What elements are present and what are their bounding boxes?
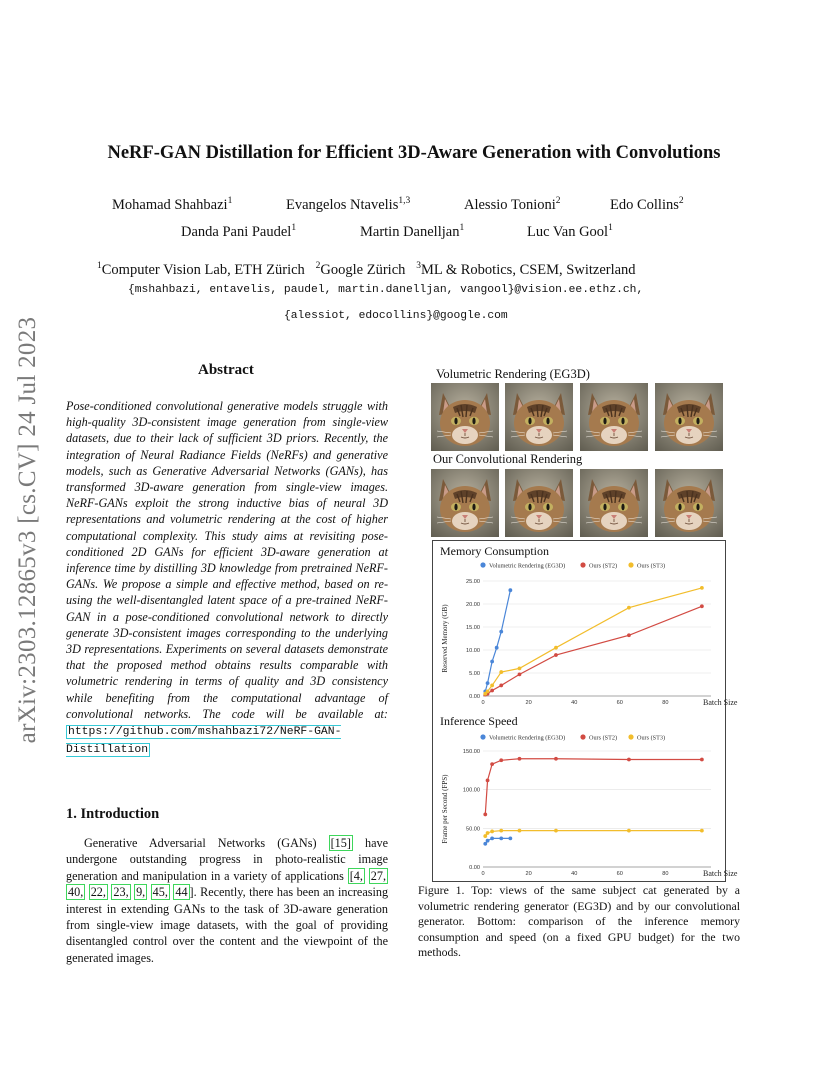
data-point xyxy=(627,829,631,833)
data-point xyxy=(518,829,522,833)
email-line: {alessiot, edocollins}@google.com xyxy=(284,310,508,322)
author: Edo Collins$^2$ xyxy=(610,196,684,213)
legend-marker xyxy=(480,562,485,567)
y-tick-label: 20.00 xyxy=(466,602,480,608)
intro-paragraph: Generative Adversarial Networks (GANs) [15] have undergone outstanding progress in photo-realistic image generation and manipulation in a variety of applications [4, 27, 40, 22, 23, 9, 45, 44 ]. Recently, there has been an increasing interest in extending GANs to the task of 3D-aware generation from single-view image datasets, with the goal of providing disentangled control over the content and the viewpoint of the generated images. xyxy=(66,836,389,965)
series-line xyxy=(485,759,702,815)
legend-label: Ours (ST3) xyxy=(637,562,666,570)
memory-chart xyxy=(433,557,738,715)
data-point xyxy=(490,689,494,693)
data-point xyxy=(554,829,558,833)
x-tick-label: 40 xyxy=(571,871,578,877)
data-point xyxy=(499,836,503,840)
legend-label: Volumetric Rendering (EG3D) xyxy=(489,734,566,742)
affiliations: $^1$Computer Vision Lab, ETH Zürich $^2$Google Zürich $^3$ML & Robotics, CSEM, Switzerland xyxy=(97,261,636,278)
data-point xyxy=(700,758,704,762)
data-point xyxy=(508,836,512,840)
figure-label-volumetric: Volumetric Rendering (EG3D) xyxy=(436,367,590,381)
eg3d-cat-image xyxy=(580,383,648,451)
y-tick-label: 15.00 xyxy=(466,625,480,631)
data-point xyxy=(490,660,494,664)
data-point xyxy=(518,672,522,676)
legend-label: Ours (ST2) xyxy=(589,734,618,742)
x-tick-label: 80 xyxy=(662,700,669,706)
citation-link[interactable]: 44 xyxy=(175,885,188,900)
y-tick-label: 0.00 xyxy=(469,694,480,700)
convolutional-cat-image xyxy=(580,469,648,537)
convolutional-cat-image xyxy=(505,469,573,537)
x-axis-label: Batch Size xyxy=(703,869,738,878)
citation-link[interactable]: 22, xyxy=(90,885,106,900)
author: Martin Danelljan$^1$ xyxy=(360,223,465,240)
data-point xyxy=(486,831,490,835)
y-tick-label: 50.00 xyxy=(466,826,480,833)
legend-label: Volumetric Rendering (EG3D) xyxy=(489,562,566,570)
data-point xyxy=(490,830,494,834)
data-point xyxy=(486,778,490,782)
author: Danda Pani Paudel$^1$ xyxy=(181,223,297,240)
paper-title: NeRF-GAN Distillation for Efficient 3D-Aware Generation with Convolutions xyxy=(107,143,721,163)
speed-chart xyxy=(433,729,738,881)
y-tick-label: 10.00 xyxy=(466,648,480,654)
citation-link[interactable]: 45, xyxy=(152,885,168,900)
citation-link[interactable]: 9, xyxy=(136,885,146,900)
data-point xyxy=(700,604,704,608)
series-line xyxy=(485,606,702,694)
data-point xyxy=(627,758,631,762)
citation-link[interactable]: [15] xyxy=(330,836,351,850)
data-point xyxy=(486,839,490,843)
data-point xyxy=(508,588,512,592)
code-link[interactable]: https://github.com/mshahbazi72/NeRF-GAN-Distillation xyxy=(66,726,342,757)
data-point xyxy=(490,684,494,688)
citation-link[interactable]: 40, xyxy=(68,885,84,900)
legend-marker xyxy=(580,734,585,739)
x-tick-label: 20 xyxy=(525,700,532,706)
data-point xyxy=(486,681,490,685)
y-tick-label: 0.00 xyxy=(469,865,480,871)
legend-marker xyxy=(628,734,633,739)
abstract-text: Pose-conditioned convolutional generative models struggle with high-quality 3D-consistent image generation from single-view datasets, due to their lack of sufficient 3D priors. Recently, the integration of Neural Radiance Fields (NeRFs) and generative models, such as Generative Adversarial Networks (GANs), has transformed 3D-aware generation from single-view images. NeRF-GANs exploit the strong inductive bias of neural 3D representations and volumetric rendering at the cost of higher computational complexity. This study aims at revisiting pose-conditioned 2D GANs for efficient 3D-aware generation at inference time by distilling 3D knowledge from pretrained NeRF-GANs. We propose a simple and effective method, based on re-using the well-disentangled latent space of a pre-trained NeRF-GAN in a pose-conditioned convolutional network to directly generate 3D-consistent images corresponding to the underlying 3D representations. Experiments on several datasets demonstrate that the proposed method obtains results comparable with volumetric rendering in terms of quality and 3D consistency while benefiting from the computational advantage of convolutional networks. The code will be available at: xyxy=(66,399,388,721)
data-point xyxy=(700,586,704,590)
x-tick-label: 20 xyxy=(525,871,532,877)
eg3d-cat-image xyxy=(431,383,499,451)
x-tick-label: 60 xyxy=(616,871,623,877)
data-point xyxy=(499,670,503,674)
legend-marker xyxy=(480,734,485,739)
legend-marker xyxy=(628,562,633,567)
data-point xyxy=(554,646,558,650)
y-axis-label: Reserved Memory (GB) xyxy=(441,604,449,673)
data-point xyxy=(700,829,704,833)
eg3d-cat-image xyxy=(655,383,723,451)
y-tick-label: 25.00 xyxy=(466,579,480,585)
x-tick-label: 60 xyxy=(616,700,623,706)
y-tick-label: 100.00 xyxy=(462,787,480,794)
x-tick-label: 0 xyxy=(481,700,485,706)
data-point xyxy=(483,834,487,838)
email-line: {mshahbazi, entavelis, paudel, martin.danelljan, vangool}@vision.ee.ethz.ch, xyxy=(128,284,644,296)
y-axis-label: Frame per Second (FPS) xyxy=(441,774,449,844)
chart-title-memory: Memory Consumption xyxy=(440,544,550,558)
author: Mohamad Shahbazi$^1$ xyxy=(112,196,233,213)
convolutional-cat-image xyxy=(655,469,723,537)
data-point xyxy=(554,653,558,657)
data-point xyxy=(518,667,522,671)
y-tick-label: 5.00 xyxy=(469,671,480,677)
legend-label: Ours (ST3) xyxy=(637,734,666,742)
x-tick-label: 80 xyxy=(662,871,669,877)
eg3d-cat-image xyxy=(505,383,573,451)
citation-link[interactable]: [4, xyxy=(349,868,363,883)
data-point xyxy=(490,836,494,840)
legend-marker xyxy=(580,562,585,567)
data-point xyxy=(483,813,487,817)
citation-link[interactable]: 27, xyxy=(370,868,386,883)
abstract-body xyxy=(66,398,388,758)
data-point xyxy=(486,690,490,694)
data-point xyxy=(518,757,522,761)
data-point xyxy=(627,633,631,637)
chart-panel xyxy=(432,540,738,882)
data-point xyxy=(499,829,503,833)
section-heading: 1. Introduction xyxy=(66,806,160,822)
data-point xyxy=(554,757,558,761)
legend-label: Ours (ST2) xyxy=(589,562,618,570)
author: Alessio Tonioni$^2$ xyxy=(464,196,561,213)
x-axis-label: Batch Size xyxy=(703,698,738,707)
convolutional-cat-image xyxy=(431,469,499,537)
author: Evangelos Ntavelis$^{1,3}$ xyxy=(286,196,411,213)
x-tick-label: 40 xyxy=(571,700,578,706)
abstract-heading: Abstract xyxy=(198,362,254,378)
arxiv-identifier: arXiv:2303.12865v3 [cs.CV] 24 Jul 2023 xyxy=(14,316,41,744)
citation-link[interactable]: 23, xyxy=(113,885,129,900)
data-point xyxy=(499,630,503,634)
data-point xyxy=(499,758,503,762)
x-tick-label: 0 xyxy=(481,871,485,877)
data-point xyxy=(483,842,487,846)
figure-label-convolutional: Our Convolutional Rendering xyxy=(433,452,583,466)
y-tick-label: 150.00 xyxy=(462,749,480,755)
figure-caption: Figure 1. Top: views of the same subject cat generated by a volumetric rendering generator (EG3D) and by our convolutional generator. Bottom: comparison of the inference memory consumption and speed (on a fixed GPU budget) for the two methods. xyxy=(418,883,740,959)
chart-title-speed: Inference Speed xyxy=(440,714,518,728)
data-point xyxy=(499,684,503,688)
data-point xyxy=(627,606,631,610)
data-point xyxy=(490,762,494,766)
author: Luc Van Gool$^1$ xyxy=(527,223,613,240)
data-point xyxy=(495,646,499,650)
